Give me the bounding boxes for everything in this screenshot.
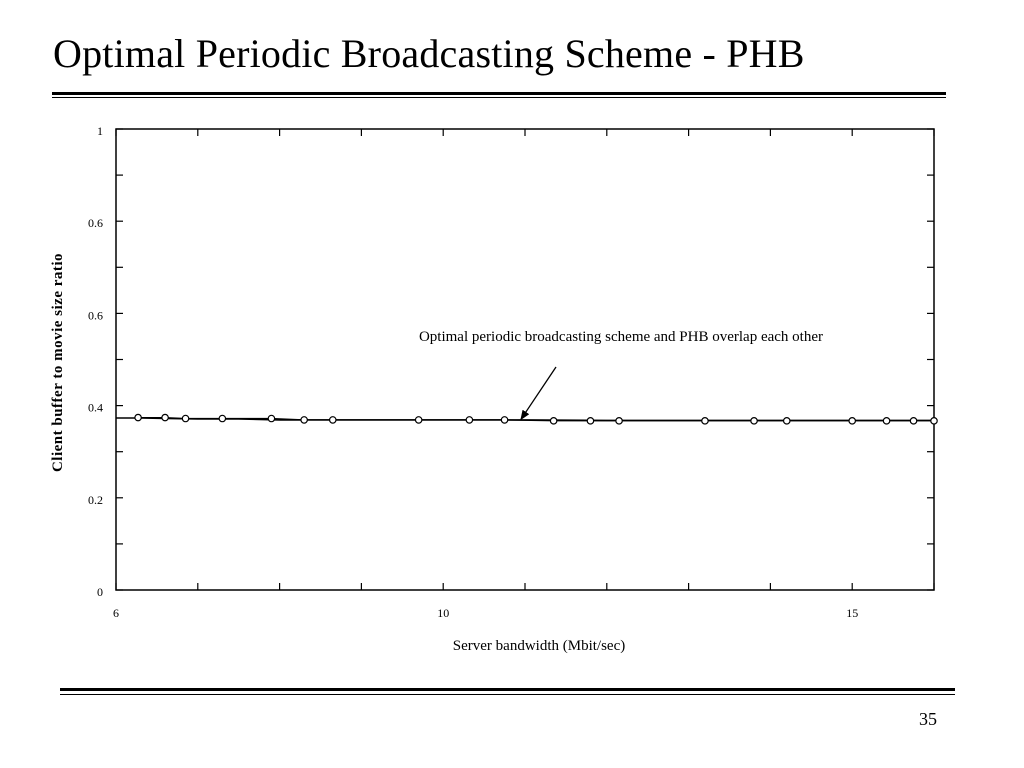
annotation-text: Optimal periodic broadcasting scheme and PHB overlap each other — [418, 329, 824, 345]
y-tick-label: 0.6 — [88, 308, 103, 323]
slide-title: Optimal Periodic Broadcasting Scheme - PHB — [53, 31, 805, 76]
phb-data-point — [135, 414, 141, 420]
phb-data-point — [501, 417, 507, 423]
x-tick-label: 6 — [113, 606, 119, 620]
phb-data-point — [268, 415, 274, 421]
y-tick-label: 0 — [97, 585, 103, 599]
phb-data-point — [587, 418, 593, 424]
phb-data-point — [883, 418, 889, 424]
x-tick-label: 10 — [437, 606, 450, 620]
footer-rule-thick — [60, 688, 955, 691]
phb-data-point — [910, 418, 916, 424]
phb-data-point — [219, 415, 225, 421]
phb-data-point — [162, 414, 168, 420]
y-tick-label: 1 — [97, 124, 103, 138]
x-tick-label: 15 — [846, 606, 859, 620]
x-axis-label: Server bandwidth (Mbit/sec) — [452, 638, 626, 654]
phb-data-point — [751, 418, 757, 424]
phb-data-point — [616, 418, 622, 424]
footer-rule-thin — [60, 694, 955, 695]
phb-data-point — [784, 418, 790, 424]
y-tick-label: 0.4 — [88, 400, 103, 415]
phb-data-point — [330, 417, 336, 423]
y-tick-label: 0.6 — [88, 216, 103, 231]
phb-data-point — [702, 418, 708, 424]
phb-data-point — [849, 418, 855, 424]
y-axis-label: Client buffer to movie size ratio — [50, 252, 66, 473]
phb-data-point — [466, 417, 472, 423]
page-number: 35 — [919, 709, 937, 729]
phb-data-point — [182, 415, 188, 421]
annotation-arrow — [521, 367, 556, 419]
phb-data-point — [931, 418, 937, 424]
phb-data-point — [550, 418, 556, 424]
phb-data-point — [415, 417, 421, 423]
plot-frame — [116, 129, 934, 590]
phb-data-point — [301, 417, 307, 423]
y-tick-label: 0.2 — [88, 492, 103, 507]
